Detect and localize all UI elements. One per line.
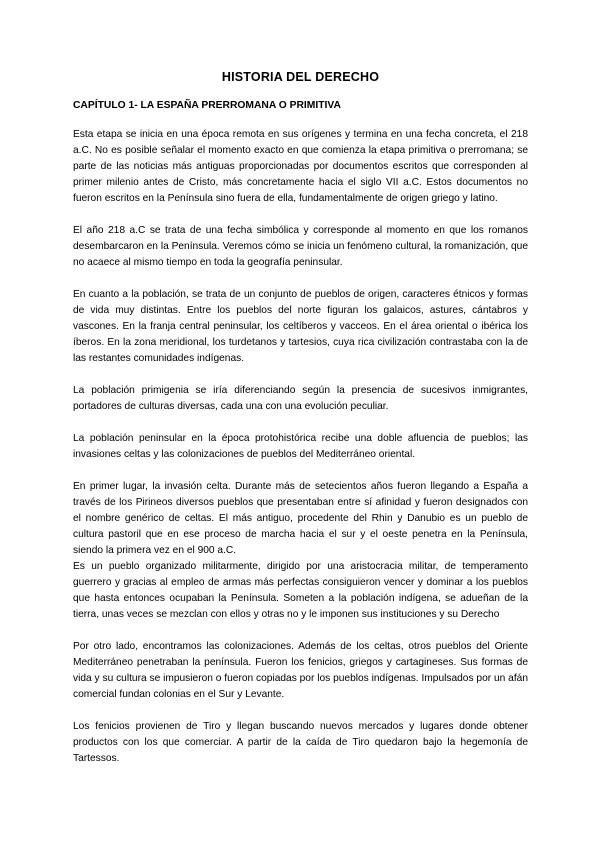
paragraph-invasion-celta: En primer lugar, la invasión celta. Durante más de setecientos años fueron llegando a España a través de los Pirineos diversos pueblos que presentaban entre sí afinidad y fueron designados con el nombre genérico de celtas. El más antiguo, procedente del Rhin y Danubio es un pueblo de cultura pastoril que en ese proceso de marcha hacia el sur y el oeste penetra en la Península, siendo la primera vez en el 900 a.C. bbox=[73, 481, 528, 556]
paragraph-colonizaciones: Por otro lado, encontramos las colonizaciones. Además de los celtas, otros pueblos del Oriente Mediterráneo penetraban la península. Fueron los fenicios, griegos y cartagineses. Sus formas de vida y su cultura se impusieron o fueron copiadas por los pueblos indígenas. Impulsados por un afán comercial fundan colonias en el Sur y Levante. bbox=[73, 641, 528, 700]
paragraph-poblacion: En cuanto a la población, se trata de un conjunto de pueblos de origen, caracteres étnicos y formas de vida muy distintas. Entre los pueblos del norte figuran los galaicos, astures, cántabros y vascones. En la franja central peninsular, los celtíberos y vacceos. En el área oriental o ibérica los íberos. En la zona meridional, los turdetanos y tartesios, cuya rica civilización contrastaba con la de las restantes comunidades indígenas. bbox=[73, 289, 528, 364]
chapter-heading: CAPÍTULO 1- LA ESPAÑA PRERROMANA O PRIMITIVA bbox=[73, 100, 341, 111]
paragraph-218bc: El año 218 a.C se trata de una fecha simbólica y corresponde al momento en que los romanos desembarcaron en la Península. Veremos cómo se inicia un fenómeno cultural, la romanización, que no acaece al mismo tiempo en toda la geografía peninsular. bbox=[73, 225, 528, 268]
paragraph-intro: Esta etapa se inicia en una época remota en sus orígenes y termina en una fecha concreta, el 218 a.C. No es posible señalar el momento exacto en que comienza la etapa primitiva o prerromana; se parte de las noticias más antiguas proporcionadas por documentos escritos que corresponden al primer milenio antes de Cristo, más concretamente hacia el siglo VII a.C. Estos documentos no fueron escritos en la Península sino fuera de ella, fundamentalmente de origen griego y latino. bbox=[73, 129, 528, 204]
paragraph-fenicios: Los fenicios provienen de Tiro y llegan buscando nuevos mercados y lugares donde obtener productos con los que comerciar. A partir de la caída de Tiro quedaron bajo la hegemonía de Tartessos. bbox=[73, 721, 528, 764]
paragraph-pueblo-militar: Es un pueblo organizado militarmente, dirigido por una aristocracia militar, de temperamento guerrero y gracias al empleo de armas más perfectas consiguieron vencer y dominar a los pueblos que hasta entonces ocupaban la Península. Someten a la población indígena, se adueñan de la tierra, unas veces se mezclan con ellos y otras no y le imponen sus instituciones y su Derecho bbox=[73, 561, 528, 620]
paragraph-primigenia: La población primigenia se iría diferenciando según la presencia de sucesivos inmigrantes, portadores de culturas diversas, cada una con una evolución peculiar. bbox=[73, 385, 528, 412]
document-page bbox=[73, 70, 528, 783]
paragraph-protohistorica: La población peninsular en la época protohistórica recibe una doble afluencia de pueblos; las invasiones celtas y las colonizaciones de pueblos del Mediterráneo oriental. bbox=[73, 433, 528, 460]
document-title: HISTORIA DEL DERECHO bbox=[221, 70, 380, 84]
